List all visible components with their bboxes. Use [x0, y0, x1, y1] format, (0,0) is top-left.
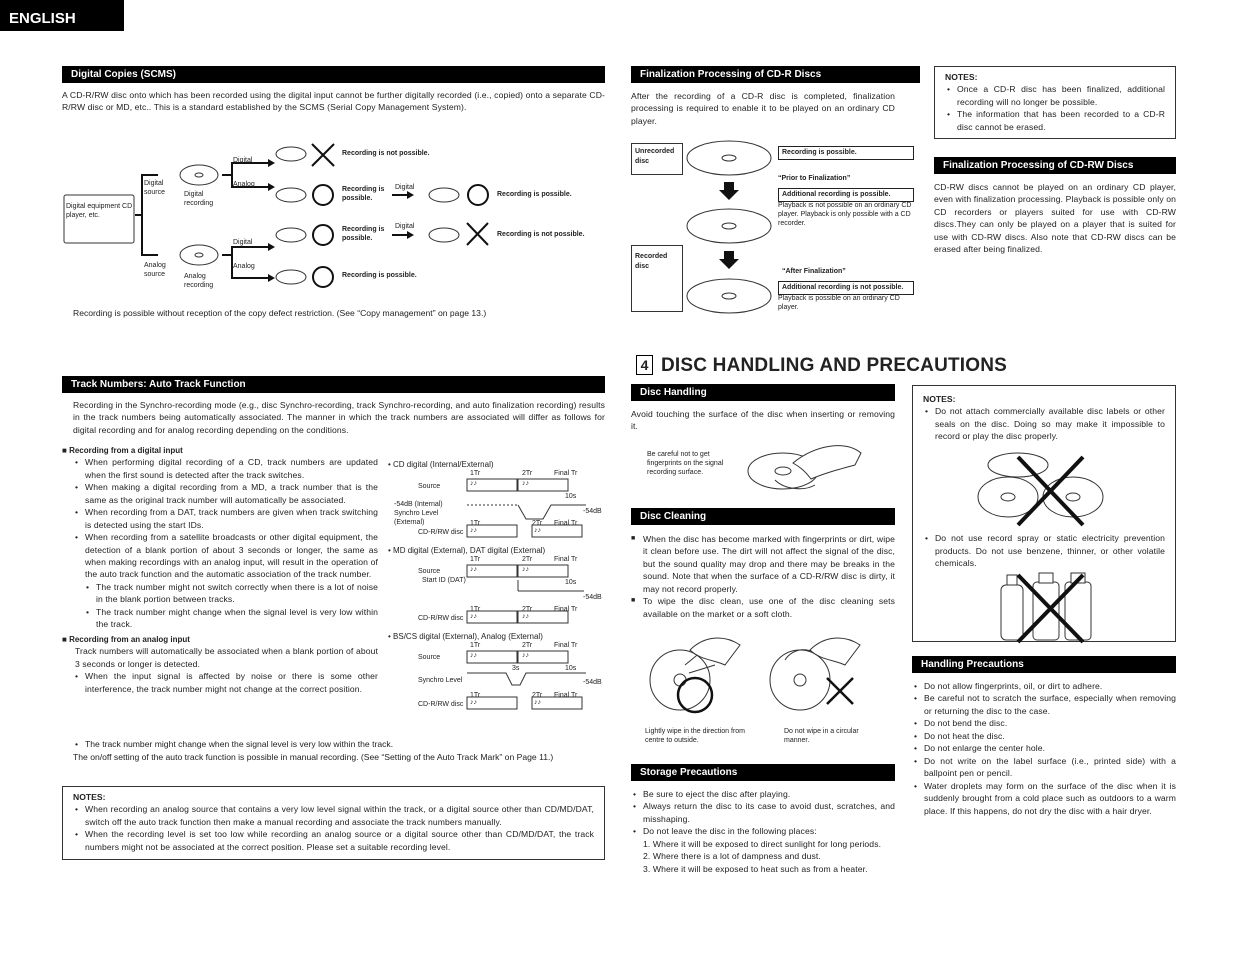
notes-title: NOTES: — [923, 394, 956, 404]
precaution-item: • Be careful not to scratch the surface, especially when removing or returning the disc to the case. — [912, 692, 1176, 717]
precaution-item: • Do not allow fingerprints, oil, or dirt to adhere. — [912, 680, 1176, 692]
notes-title: NOTES: — [945, 72, 978, 82]
handling-caption: Be careful not to get fingerprints on the signal recording surface. — [647, 451, 724, 477]
analog-recording-label: Analog recording — [184, 273, 214, 290]
scms-source-label: Digital equipment CD player, etc. — [66, 203, 133, 220]
unrecorded-label: Unrecorded disc — [631, 143, 683, 175]
scms-diagram — [62, 135, 622, 300]
recording-possible-box: Recording is possible. — [778, 146, 914, 160]
result-not-possible-2: Recording is not possible. — [497, 231, 585, 238]
wiping-illustration — [645, 635, 895, 730]
analog-item: • When the input signal is affected by noise or there is some other interference, the track number might not change at the correct position. — [73, 670, 378, 695]
note-item: • When recording an analog source that contains a very low level signal within the track, or a digital source other than CD/MD/DAT, switch off the auto track function then make a manual recording and associate the track numbers manually. — [73, 803, 594, 828]
storage-sublist — [643, 838, 895, 875]
result-possible-3: Recording is possible. — [342, 272, 417, 279]
handling-notes-box — [912, 385, 1176, 642]
precaution-item: • Do not write on the label surface (i.e., printed side) with a ballpoint pen or pencil. — [912, 755, 1176, 780]
language-tab: ENGLISH — [0, 0, 124, 31]
after-label: “After Finalization” — [782, 268, 846, 275]
storage-item: • Be sure to eject the disc after playing. — [631, 788, 895, 800]
disc-cleaning-heading: Disc Cleaning — [631, 508, 895, 525]
disc-handling-heading: Disc Handling — [631, 384, 895, 401]
digital-input-heading: ■ Recording from a digital input — [62, 446, 183, 455]
cleaning-list — [631, 533, 895, 620]
digital-label-2: Digital — [233, 239, 253, 246]
prior-label: “Prior to Finalization” — [778, 175, 851, 182]
prior-note: Playback is not possible on an ordinary CD player. Playback is only possible with a CD recorder. — [778, 202, 912, 228]
chemicals-illustration — [923, 570, 1163, 645]
storage-item: • Do not leave the disc in the following places: — [631, 825, 895, 837]
finalization-heading: Finalization Processing of CD-R Discs — [631, 66, 920, 83]
track-left-column — [62, 446, 378, 695]
analog-input-heading: ■ Recording from an analog input — [62, 634, 190, 644]
track-body: Recording in the Synchro-recording mode (e.g., disc Synchro-recording, track Synchro-recording, and auto finalization recording) results in the track numbers being automatically associated. The manner in which the track numbers are associated will differ as follows for digital recording and for analog recording depending on the conditions. — [73, 400, 605, 435]
finalization-notes-box — [934, 66, 1176, 139]
storage-item: • Always return the disc to its case to avoid dust, scratches, and misshaping. — [631, 800, 895, 825]
analog-text: Track numbers will automatically be associated when a blank portion of about 3 seconds or longer is detected. — [75, 646, 378, 669]
timing-charts — [388, 459, 608, 717]
storage-subitem: 1. Where it will be exposed to direct sunlight for long periods. — [643, 839, 882, 849]
storage-heading: Storage Precautions — [631, 764, 895, 781]
extra-list — [73, 738, 613, 750]
finalization-rw-body: CD-RW discs cannot be played on an ordinary CD player, even with finalization processing. Playback is possible only on CD recorders or players suited for use with CD-RW discs.They can only be played on a player that is suited for use with CD-RW discs. Also note that CD-RW discs can be erased after being finalized. — [934, 182, 1176, 255]
storage-list — [631, 788, 895, 838]
notes-title: NOTES: — [73, 792, 106, 802]
storage-subitem: 2. Where there is a lot of dampness and dust. — [643, 851, 821, 862]
labelled-discs-illustration — [923, 447, 1163, 527]
note-item: • Do not attach commercially available disc labels or other seals on the disc. Doing so may make it impossible to record or play the disc properly. — [923, 405, 1165, 442]
storage-subitem: 3. Where it will be exposed to heat such as from a heater. — [643, 863, 868, 874]
chart-title: • CD digital (Internal/External) — [388, 460, 494, 469]
cleaning-item: ■ To wipe the disc clean, use one of the disc cleaning sets available on the market or a soft cloth. — [631, 595, 895, 620]
finalization-diagram — [631, 140, 921, 320]
result-possible-2: Recording is possible. — [342, 226, 385, 243]
chart-title: • MD digital (External), DAT digital (External) — [388, 546, 546, 555]
digital-subitem: • The track number might change when the signal level is very low within the track. — [84, 606, 378, 631]
finalization-rw-heading: Finalization Processing of CD-RW Discs — [934, 157, 1176, 174]
analog-label-1: Analog — [233, 181, 255, 188]
disc-handling-body: Avoid touching the surface of the disc when inserting or removing it. — [631, 409, 895, 432]
finalization-body: After the recording of a CD-R disc is completed, finalization processing is required to enable it to be played on an ordinary CD player. — [631, 91, 895, 126]
track-notes-box — [62, 786, 605, 860]
digital-subitem: • The track number might not switch correctly when there is a lot of noise in the blank portion between tracks. — [84, 581, 378, 606]
recorded-label: Recorded disc — [631, 245, 683, 312]
digital-item: • When making a digital recording from a MD, a track number that is the same as the original track number will automatically be associated. — [73, 481, 378, 506]
precaution-item: • Water droplets may form on the surface of the disc when it is suddenly brought from a cold place such as outdoors to a warm place. If this happens, do not dry the disc with a hair dryer. — [912, 780, 1176, 817]
after-note: Playback is possible on an ordinary CD player. — [778, 295, 900, 312]
add-possible-box: Additional recording is possible. — [778, 188, 914, 202]
precaution-item: • Do not bend the disc. — [912, 717, 1176, 729]
analog-source-label: Analog source — [144, 262, 166, 279]
digital-item: • When recording from a satellite broadcasts or other digital equipment, the detection of a blank portion of about 3 seconds or longer, the same as when making recordings with an analog input, will result in the operation of the auto track function and the automatic association of the track number. — [73, 531, 378, 581]
analog-label-2: Analog — [233, 263, 255, 270]
digital-source-label: Digital source — [144, 180, 166, 197]
precaution-item: • Do not heat the disc. — [912, 730, 1176, 742]
note-item: • The information that has been recorded to a CD-R disc cannot be erased. — [945, 108, 1165, 133]
cleaning-item: ■ When the disc has become marked with fingerprints or dirt, wipe it clean before use. The dirt will not affect the signal of the disc, but the sound quality may drop and there may be breaks in the sound. Note that when the surface of a CD-R/RW disc is dirty, it may not record properly. — [631, 533, 895, 595]
timing-chart-3: • BS/CS digital (External), Analog (External) 1Tr 2Tr Final Tr Source ♪♪ ♪♪ Synchro Level 3s 10s -54dB 1Tr 2Tr Final Tr CD-R/RW disc ♪♪ ♪♪ — [388, 631, 608, 717]
extra-item: • The track number might change when the signal level is very low within the track. — [73, 738, 613, 750]
handling-precautions-heading: Handling Precautions — [912, 656, 1176, 673]
precaution-item: • Do not enlarge the center hole. — [912, 742, 1176, 754]
add-not-box: Additional recording is not possible. — [778, 281, 914, 295]
note-item: • Do not use record spray or static electricity prevention products. Do not use benzene, thinner, or other volatile chemicals. — [923, 532, 1165, 569]
section-number: 4 — [636, 355, 653, 375]
section-title: DISC HANDLING AND PRECAUTIONS — [661, 355, 1008, 376]
chart-title: • BS/CS digital (External), Analog (External) — [388, 632, 543, 641]
result-not-possible-1: Recording is not possible. — [342, 150, 430, 157]
precautions-list — [912, 680, 1176, 817]
scms-footnote: Recording is possible without reception of the copy defect restriction. (See “Copy management” on page 13.) — [73, 308, 487, 318]
note-item: • When the recording level is set too low while recording an analog source or a digital source other than CD/MD/DAT, the track numbers might not be associated at the correct position. Please set a suitable recording level. — [73, 828, 594, 853]
hand-holding-disc-illustration — [745, 435, 865, 495]
digital-label-3: Digital — [395, 184, 415, 191]
digital-item: • When recording from a DAT, track numbers are given when track switching is detected using the start IDs. — [73, 506, 378, 531]
scms-heading: Digital Copies (SCMS) — [62, 66, 605, 83]
result-possible-1: Recording is possible. — [342, 186, 385, 203]
result-possible-4: Recording is possible. — [497, 191, 572, 198]
digital-item: • When performing digital recording of a CD, track numbers are updated when the first sound is detected after the track switches. — [73, 456, 378, 481]
wipe-ok-caption: Lightly wipe in the direction from centre to outside. — [645, 728, 745, 745]
timing-chart-1: • CD digital (Internal/External) 1Tr 2Tr Final Tr Source ♪♪ ♪♪ -54dB (Internal) Synchro Level (External) 10s -54dB 1Tr 2Tr Final Tr CD-R/RW disc ♪♪ ♪♪ — [388, 459, 608, 545]
auto-track-onoff: The on/off setting of the auto track function is possible in manual recording. (See “Setting of the Auto Track Mark” on Page 11.) — [73, 752, 554, 762]
digital-recording-label: Digital recording — [184, 191, 214, 208]
digital-label-4: Digital — [395, 223, 415, 230]
wipe-ng-caption: Do not wipe in a circular manner. — [784, 728, 859, 745]
digital-label-1: Digital — [233, 157, 253, 164]
scms-body: A CD-R/RW disc onto which has been recorded using the digital input cannot be further digitally recorded (i.e., copied) onto a separate CD-R/RW disc or MD, etc.. This is a standard established by the SCMS (Serial Copy Management System). — [62, 90, 605, 113]
track-heading: Track Numbers: Auto Track Function — [62, 376, 605, 393]
note-item: • Once a CD-R disc has been finalized, additional recording will no longer be possible. — [945, 83, 1165, 108]
timing-chart-2: • MD digital (External), DAT digital (External) 1Tr 2Tr Final Tr Source ♪♪ ♪♪ Start ID (DAT) 10s -54dB 1Tr 2Tr Final Tr CD-R/RW disc ♪♪ ♪♪ — [388, 545, 608, 631]
